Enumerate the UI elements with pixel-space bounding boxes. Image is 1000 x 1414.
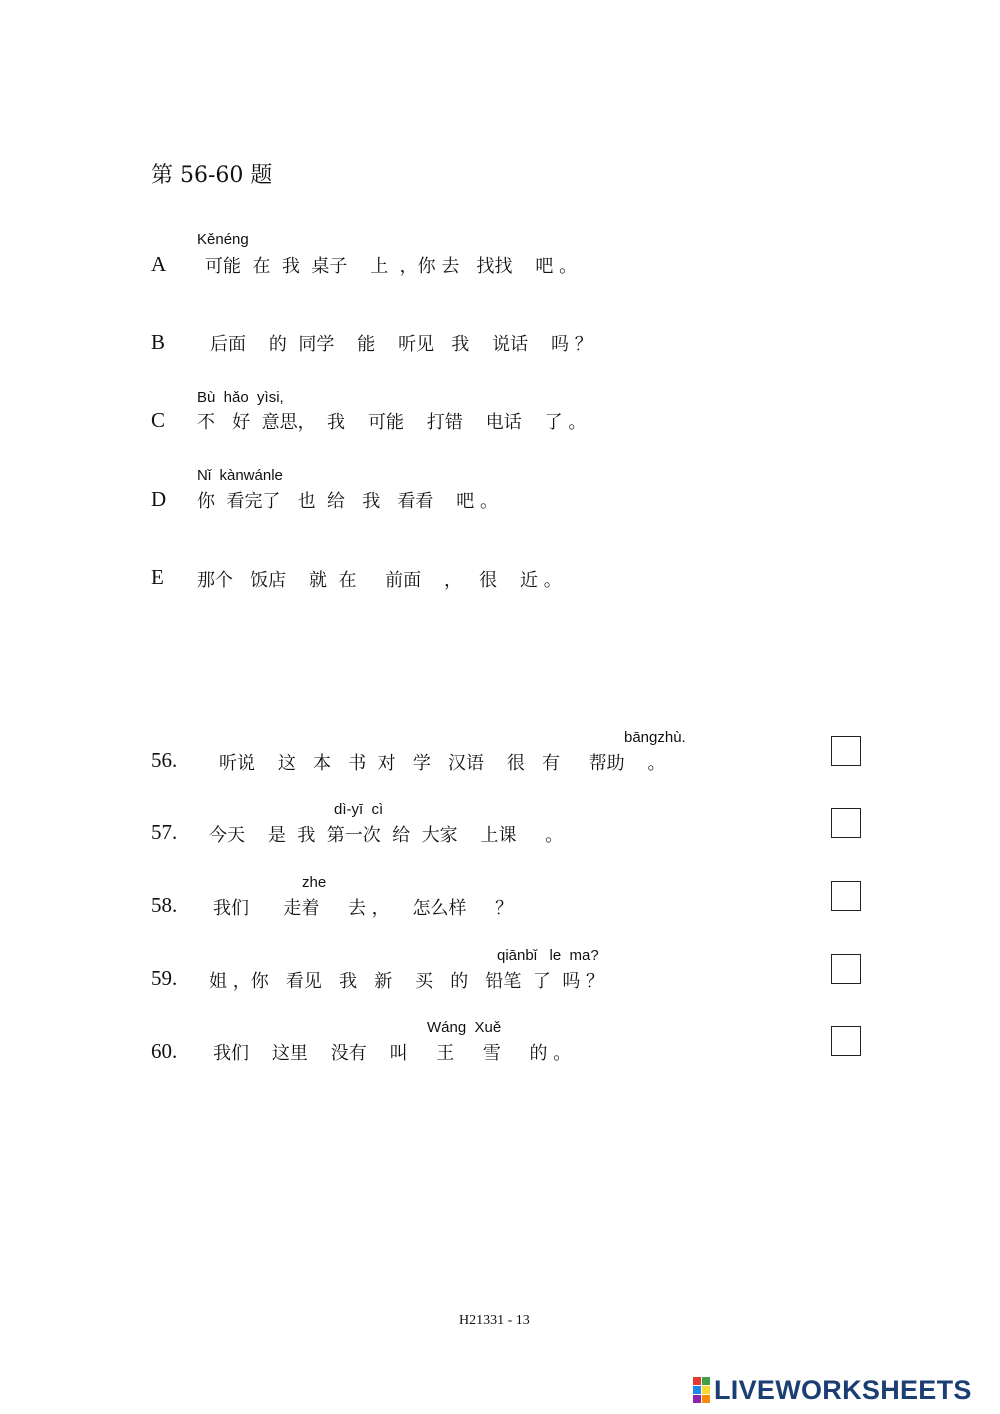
answer-box-56[interactable] [831,736,861,766]
liveworksheets-logo-icon [693,1377,710,1403]
answer-box-57[interactable] [831,808,861,838]
question-sentence-58: 我们 走着 去 ， 怎么样 ？ [213,898,514,919]
option-letter-a: A [151,252,167,276]
logo-tile [702,1377,710,1385]
pinyin-c: Bù hǎo yìsi, [197,389,284,406]
pinyin-q56: bāngzhù. [624,729,686,746]
option-sentence-a: 可能 在 我 桌子 上 ，你 去 找找 吧 。 [205,256,578,277]
pinyin-q60: Wáng Xuě [427,1019,502,1036]
answer-box-59[interactable] [831,954,861,984]
option-sentence-e: 那个 饭店 就 在 前面 ， 很 近 。 [197,570,562,591]
option-letter-e: E [151,565,164,589]
logo-tile [693,1377,701,1385]
pinyin-q57: dì-yī cì [334,801,384,818]
answer-box-58[interactable] [831,881,861,911]
logo-tile [693,1386,701,1394]
question-number-57: 57. [151,820,178,844]
page-footer: H21331 - 13 [459,1313,530,1328]
option-letter-d: D [151,487,167,511]
pinyin-q59: qiānbǐ le ma? [497,947,599,964]
logo-tile [702,1386,710,1394]
question-number-59: 59. [151,966,178,990]
question-sentence-56: 听说 这 本 书 对 学 汉语 很 有 帮助 。 [219,753,666,774]
question-number-56: 56. [151,748,178,772]
pinyin-a: Kěnéng [197,231,249,248]
answer-box-60[interactable] [831,1026,861,1056]
logo-tile [693,1395,701,1403]
pinyin-d: Nǐ kànwánle [197,467,283,484]
question-sentence-59: 姐 ，你 看见 我 新 买 的 铅笔 了 吗 ？ [209,971,605,992]
logo-tile [702,1395,710,1403]
brand-name: LIVEWORKSHEETS [714,1374,972,1405]
section-title: 第 56-60 题 [151,163,273,188]
liveworksheets-brand[interactable] [693,1374,972,1406]
question-number-60: 60. [151,1039,178,1063]
pinyin-q58: zhe [302,874,327,891]
option-sentence-c: 不 好 意思， 我 可能 打错 电话 了 。 [197,412,587,433]
option-letter-b: B [151,330,166,354]
option-letter-c: C [151,408,166,432]
question-sentence-60: 我们 这里 没有 叫 王 雪 的 。 [213,1043,572,1064]
question-sentence-57: 今天 是 我 第一次 给 大家 上课 。 [209,825,564,846]
question-number-58: 58. [151,893,178,917]
option-sentence-d: 你 看完了 也 给 我 看看 吧 。 [197,491,498,512]
option-sentence-b: 后面 的 同学 能 听见 我 说话 吗 ？ [210,334,593,355]
